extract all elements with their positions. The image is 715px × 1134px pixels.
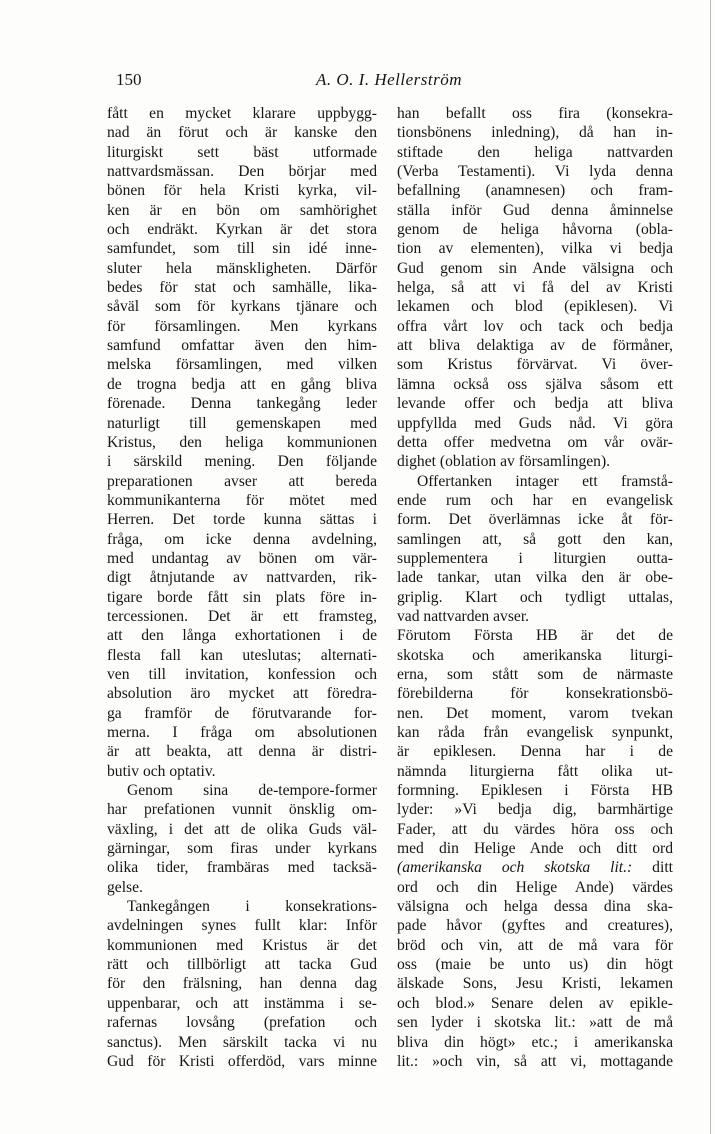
text-line: Gud genom sin Ande välsigna och <box>397 259 673 277</box>
text-line: nen. Det moment, varom tvekan <box>397 704 673 722</box>
text-line: samfund omfattar även den him- <box>107 337 377 355</box>
right-column <box>397 104 673 1071</box>
text-line: butiv och optativ. <box>107 762 216 780</box>
text-line: Fader, att du värdes höra oss och <box>397 820 673 838</box>
text-line: sen lyder i skotska lit.: »att de må <box>397 1014 673 1032</box>
text-line: samfundet, som till sin idé inne- <box>107 240 377 258</box>
text-line: att bliva delaktiga av de förmåner, <box>397 337 673 355</box>
text-line: Genom sina de-tempore-former <box>127 782 377 800</box>
text-line: att den långa exhortationen i de <box>107 627 377 645</box>
text-line: tercessionen. Det är ett framsteg, <box>107 607 377 625</box>
text-line: och blod.» Senare delen av epikle- <box>397 994 673 1012</box>
text-line: vad nattvarden avser. <box>397 607 530 625</box>
text-line: offra vårt lov och tack och bedja <box>397 317 673 335</box>
text-line: absolution äro mycket att föredra- <box>107 685 377 703</box>
text-line: helga, så att vi få del av Kristi <box>397 279 673 297</box>
text-line: är att beakta, att denna är distri- <box>107 743 377 761</box>
text-line <box>397 858 673 877</box>
left-paragraph-3 <box>107 897 377 1071</box>
text-line: älskade Sons, Jesu Kristi, lekamen <box>397 975 673 993</box>
right-paragraph-1 <box>397 104 673 472</box>
text-line: merna. I fråga om absolutionen <box>107 724 377 741</box>
text-line: uppenbarar, och att instämma i se- <box>107 994 377 1012</box>
text-line: nämnda liturgierna fått olika ut- <box>397 762 673 780</box>
text-line: Kristus, den heliga kommunionen <box>107 433 377 451</box>
text-line: är epiklesen. Denna har i de <box>397 743 673 761</box>
text-line: ven till invitation, konfession och <box>107 665 377 683</box>
text-line: har prefationen vunnit önsklig om- <box>107 801 377 819</box>
text-line: i särskild mening. Den följande <box>107 453 377 471</box>
text-line: tion av elementen), vilka vi bedja <box>397 240 673 258</box>
text-line: olika tider, frambäras med tacksä- <box>107 859 377 877</box>
text-line: Offertanken intager ett framstå- <box>417 472 673 490</box>
text-line: rätt och tillbörligt att tacka Gud <box>107 956 377 974</box>
text-line: Gud för Kristi offerdöd, vars minne <box>107 1052 377 1070</box>
text-line: ställa inför Gud denna åminnelse <box>397 201 673 219</box>
text-line: samlingen att, så gott den kan, <box>397 530 673 548</box>
text-line: för församlingen. Men kyrkans <box>107 317 377 335</box>
text-line: kommunionen med Kristus är det <box>107 936 377 954</box>
text-line: lit.: »och vin, så att vi, mottagande <box>397 1052 673 1070</box>
text-line: genom de heliga håvorna (obla- <box>397 221 673 239</box>
text-line: detta offer medvetna om vår ovär- <box>397 433 673 451</box>
text-line: Förutom Första HB är det de <box>397 627 673 645</box>
text-line: förebilderna för konsekrationsbö- <box>397 685 673 703</box>
text-line: och endräkt. Kyrkan är det stora <box>107 221 377 239</box>
text-line: de trogna bedja att en gång bliva <box>107 375 377 393</box>
text-line: formning. Epiklesen i Första HB <box>397 782 673 800</box>
text-line: nad än förut och är kanske den <box>107 124 377 142</box>
right-paragraph-3-part-1 <box>397 626 673 858</box>
text-line: pade håvor (gyftes and creatures), <box>397 917 673 935</box>
text-line: preparationen avser att bereda <box>107 472 377 490</box>
text-line: lade tankar, utan vilka den är obe- <box>397 569 673 587</box>
left-column <box>107 104 377 1071</box>
text-line: avdelningen synes fullt klar: Inför <box>107 917 377 935</box>
text-line: bönen för hela Kristi kyrka, vil- <box>107 182 377 200</box>
text-line: tionsbönens inledning), då han in- <box>397 124 673 142</box>
italic-phrase: (amerikanska och skotska lit.: <box>397 859 633 877</box>
text-line: skotska och amerikanska liturgi- <box>397 646 673 664</box>
right-paragraph-2 <box>397 472 673 627</box>
text-line: fått en mycket klarare uppbygg- <box>107 105 377 122</box>
text-line: lekamen och blod (epiklesen). Vi <box>397 298 673 316</box>
text-line: erna, som stått som de närmaste <box>397 665 673 683</box>
text-line: gelse. <box>107 878 143 896</box>
text-line: lämna också oss själva såsom ett <box>397 375 673 393</box>
text-line: som Kristus förvärvat. Vi över- <box>397 356 673 374</box>
text-line: växling, i det att de olika Guds väl- <box>107 820 377 838</box>
text-line: stiftade den heliga nattvarden <box>397 143 673 161</box>
text-line: välsigna och helga dessa dina ska- <box>397 898 673 916</box>
right-paragraph-3 <box>397 626 673 1071</box>
text-line: naturligt till gemenskapen med <box>107 414 377 432</box>
text-line: gärningar, som firas under kyrkans <box>107 840 377 858</box>
text-line: han befallt oss fira (konsekra- <box>397 105 673 122</box>
text-line: ende rum och har en evangelisk <box>397 491 673 509</box>
text-line: ord och din Helige Ande) värdes <box>397 878 673 896</box>
text-line: Tankegången i konsekrations- <box>127 898 377 916</box>
text-line: ken är en bön om samhörighet <box>107 201 377 219</box>
text-line: Herren. Det torde kunna sättas i <box>107 511 377 529</box>
text-line: befallning (anamnesen) och fram- <box>397 182 673 200</box>
left-paragraph-2 <box>107 781 377 897</box>
page-edge-line <box>710 0 711 1134</box>
text-line: fråga, om icke denna avdelning, <box>107 530 377 548</box>
text-line: nattvardsmässan. Den börjar med <box>107 163 377 181</box>
text-line: bedes för stat och samhälle, lika- <box>107 279 377 297</box>
left-paragraph-1 <box>107 104 377 781</box>
right-paragraph-3-part-2 <box>397 878 673 1071</box>
text-line: digt åtnjutande av nattvarden, rik- <box>107 569 377 587</box>
page-number: 150 <box>116 70 142 89</box>
text-line: för den frälsning, han denna dag <box>107 975 377 993</box>
text-line: levande offer och bedja att bliva <box>397 395 673 413</box>
text-line: bröd och vin, att de må vara för <box>397 936 673 954</box>
text-line: förenade. Denna tankegång leder <box>107 395 377 413</box>
text-line: bliva din högt» etc.; i amerikanska <box>397 1033 673 1051</box>
text-line: lyder: »Vi bedja dig, barmhärtige <box>397 801 673 819</box>
text-line: melska församlingen, med vilken <box>107 356 377 374</box>
italic-line-tail: ditt <box>632 859 673 877</box>
text-line: uppfyllda med Guds nåd. Vi göra <box>397 414 673 432</box>
text-line: dighet (oblation av församlingen). <box>397 453 611 471</box>
text-line: supplementera i liturgien outta- <box>397 549 673 567</box>
text-line: rafernas lovsång (prefation och <box>107 1014 377 1032</box>
text-line: kan råda från evangelisk synpunkt, <box>397 724 673 741</box>
running-head: A. O. I. Hellerström <box>316 70 462 89</box>
text-line: flesta fall kan uteslutas; alternati- <box>107 646 377 664</box>
text-line: (Verba Testamenti). Vi lyda denna <box>397 163 673 181</box>
text-line: sluter hela mänskligheten. Därför <box>107 259 377 277</box>
text-line: oss (maie be unto us) din högt <box>397 956 673 974</box>
text-line: såväl som för kyrkans tjänare och <box>107 298 377 316</box>
text-line: griplig. Klart och tydligt uttalas, <box>397 588 673 606</box>
text-line: med undantag av bönen om vär- <box>107 549 377 567</box>
text-line: form. Det överlämnas icke åt för- <box>397 511 673 529</box>
text-line: liturgiskt sett bäst utformade <box>107 143 377 161</box>
text-line: med din Helige Ande och ditt ord <box>397 840 673 858</box>
text-line: ga framför de förutvarande for- <box>107 704 377 722</box>
text-line: kommunikanterna för mötet med <box>107 491 377 509</box>
text-line: tigare borde fått sin plats före in- <box>107 588 377 606</box>
text-line: sanctus). Men särskilt tacka vi nu <box>107 1033 377 1051</box>
